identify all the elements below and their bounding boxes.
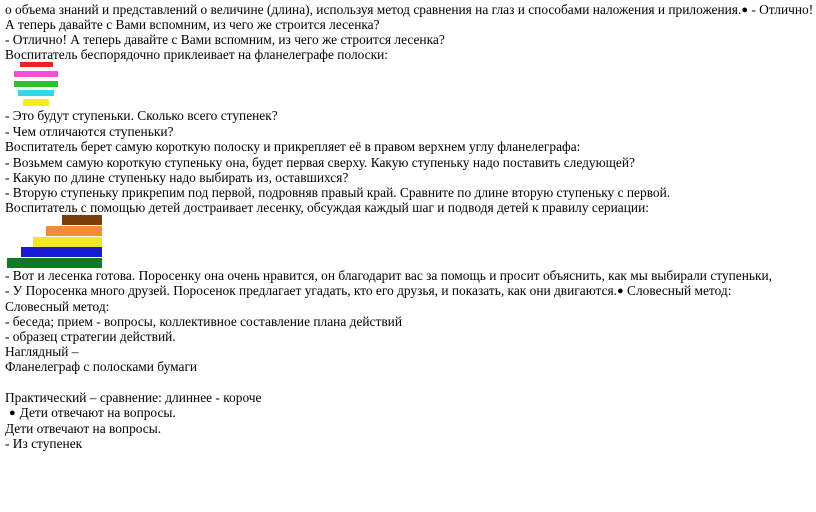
- strip-red: [20, 62, 53, 67]
- text-line-19: [5, 405, 176, 422]
- bullet-icon: ●: [741, 4, 748, 16]
- bullet-icon: ●: [9, 407, 16, 419]
- text-line-8: - Какую по длине ступеньку надо выбирать из, оставшихся?: [5, 170, 349, 185]
- text-line-0-tail: - Отлично!: [747, 2, 814, 17]
- text-line-9: - Вторую ступеньку прикрепим под первой, подровняв правый край. Сравните по длине вторую ступеньку с первой.: [5, 185, 671, 200]
- text-line-19-main: Дети отвечают на вопросы.: [19, 405, 176, 420]
- step-blue: [21, 247, 102, 257]
- text-line-17: Фланелеграф с полосками бумаги: [5, 359, 198, 374]
- text-line-20: Дети отвечают на вопросы.: [5, 421, 162, 436]
- text-line-0-main: о объема знаний и представлений о величине (длина), используя метод сравнения на глаз и способами наложения и приложения.: [5, 2, 742, 17]
- text-line-7: - Возьмем самую короткую ступеньку она, будет первая сверху. Какую ступеньку надо поставить следующей?: [5, 155, 635, 170]
- text-line-14: - беседа; прием - вопросы, коллективное составление плана действий: [5, 314, 402, 329]
- step-orange: [46, 226, 102, 236]
- text-line-1: А теперь давайте с Вами вспомним, из чего же строится лесенка?: [5, 17, 380, 32]
- text-line-11: - Вот и лесенка готова. Поросенку она очень нравится, он благодарит вас за помощь и просит объяснить, как мы выбирали ступеньки,: [5, 268, 773, 283]
- text-line-15: - образец стратегии действий.: [5, 329, 176, 344]
- text-line-18: Практический – сравнение: длиннее - короче: [5, 390, 262, 405]
- text-line-6: Воспитатель берет самую короткую полоску и прикрепляет её в правом верхнем углу фланелеграфа:: [5, 139, 581, 154]
- text-line-13: Словесный метод:: [5, 299, 110, 314]
- text-line-12-main: - У Поросенка много друзей. Поросенок предлагает угадать, кто его друзья, и показать, как они двигаются.: [5, 283, 618, 298]
- text-line-12: [5, 283, 731, 300]
- bullet-icon: ●: [617, 285, 624, 297]
- strip-pink: [14, 71, 58, 77]
- text-line-3: Воспитатель беспорядочно приклеивает на фланелеграфе полоски:: [5, 47, 389, 62]
- text-line-12-tail: Словесный метод:: [623, 283, 732, 298]
- step-brown: [62, 215, 102, 225]
- step-gold: [33, 237, 102, 247]
- text-line-2: - Отлично! А теперь давайте с Вами вспомним, из чего же строится лесенка?: [5, 32, 445, 47]
- text-line-16: Наглядный –: [5, 344, 79, 359]
- text-line-4: - Это будут ступеньки. Сколько всего ступенек?: [5, 108, 278, 123]
- step-darkgreen: [7, 258, 102, 268]
- strip-green: [14, 81, 58, 87]
- text-line-5: - Чем отличаются ступеньки?: [5, 124, 174, 139]
- text-line-10: Воспитатель с помощью детей достраивает лесенку, обсуждая каждый шаг и подводя детей к правилу сериации:: [5, 200, 649, 215]
- text-line-21: - Из ступенек: [5, 436, 83, 451]
- strip-yellow: [23, 99, 49, 106]
- strip-cyan: [18, 90, 54, 96]
